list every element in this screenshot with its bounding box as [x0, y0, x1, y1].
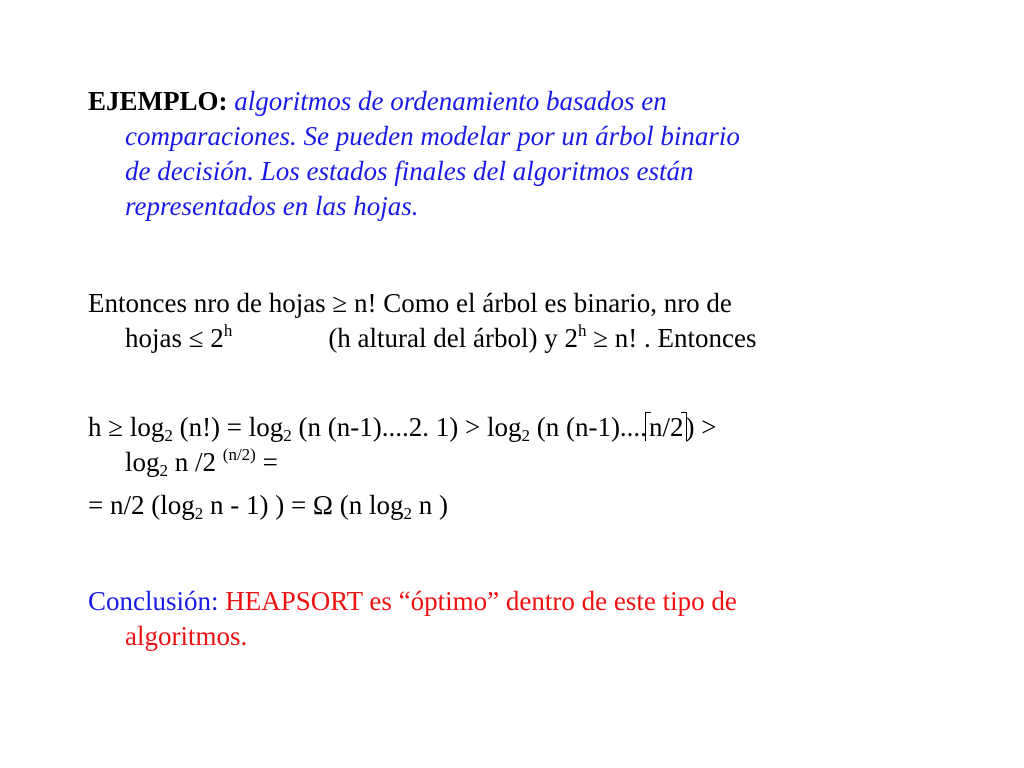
reasoning-line-2: [88, 321, 948, 356]
conclusion-text-2: algoritmos.: [125, 621, 248, 651]
reasoning-paragraph: [88, 286, 948, 356]
formula-paragraph: [88, 410, 948, 523]
reasoning-l2-a: hojas ≤ 2: [125, 323, 224, 353]
example-paragraph: [88, 84, 948, 224]
reasoning-l2-c: ≥ n! . Entonces: [586, 323, 757, 353]
formula-subscript: 2: [403, 504, 412, 523]
formula-line-1: [88, 410, 948, 445]
conclusion-line-1: [88, 584, 948, 619]
example-text-1: algoritmos de ordenamiento basados en: [234, 86, 667, 116]
reasoning-line-1: Entonces nro de hojas ≥ n! Como el árbol es binario, nro de: [88, 288, 732, 318]
formula-text: n - 1) ) = Ω (n log: [203, 490, 404, 520]
conclusion-label: Conclusión:: [88, 586, 219, 616]
reasoning-l2-b: (h altural del árbol) y 2: [328, 323, 578, 353]
formula-text: (n (n-1)....: [529, 412, 647, 442]
example-text-3: de decisión. Los estados finales del algoritmos están: [125, 156, 694, 186]
example-line-1: [88, 84, 948, 119]
reasoning-l2-sup2: h: [577, 321, 587, 340]
formula-text: h ≥ log: [88, 412, 165, 442]
formula-subscript: 2: [164, 426, 173, 445]
formula-text: ) >: [685, 412, 717, 442]
formula-text: =: [255, 447, 278, 477]
conclusion-text-1: HEAPSORT es “óptimo” dentro de este tipo de: [218, 586, 737, 616]
ceiling-expression: n/2: [647, 410, 686, 445]
example-label: EJEMPLO:: [88, 86, 228, 116]
formula-text: log: [125, 447, 160, 477]
formula-text: n ): [412, 490, 448, 520]
example-text-2: comparaciones. Se pueden modelar por un árbol binario: [125, 121, 740, 151]
formula-line-3: [88, 488, 948, 523]
formula-text: n /2: [168, 447, 223, 477]
conclusion-paragraph: [88, 584, 948, 654]
formula-subscript: 2: [194, 504, 204, 523]
formula-line-2: [88, 445, 948, 480]
example-text-4: representados en las hojas.: [125, 191, 419, 221]
formula-text: (n!) = log: [172, 412, 284, 442]
reasoning-l2-sup1: h: [223, 321, 233, 340]
formula-text: = n/2 (log: [88, 490, 195, 520]
formula-text: (n (n-1)....2. 1) > log: [291, 412, 522, 442]
formula-subscript: 2: [159, 461, 169, 480]
formula-subscript: 2: [521, 426, 530, 445]
formula-subscript: 2: [283, 426, 292, 445]
formula-superscript: (n/2): [222, 445, 256, 464]
